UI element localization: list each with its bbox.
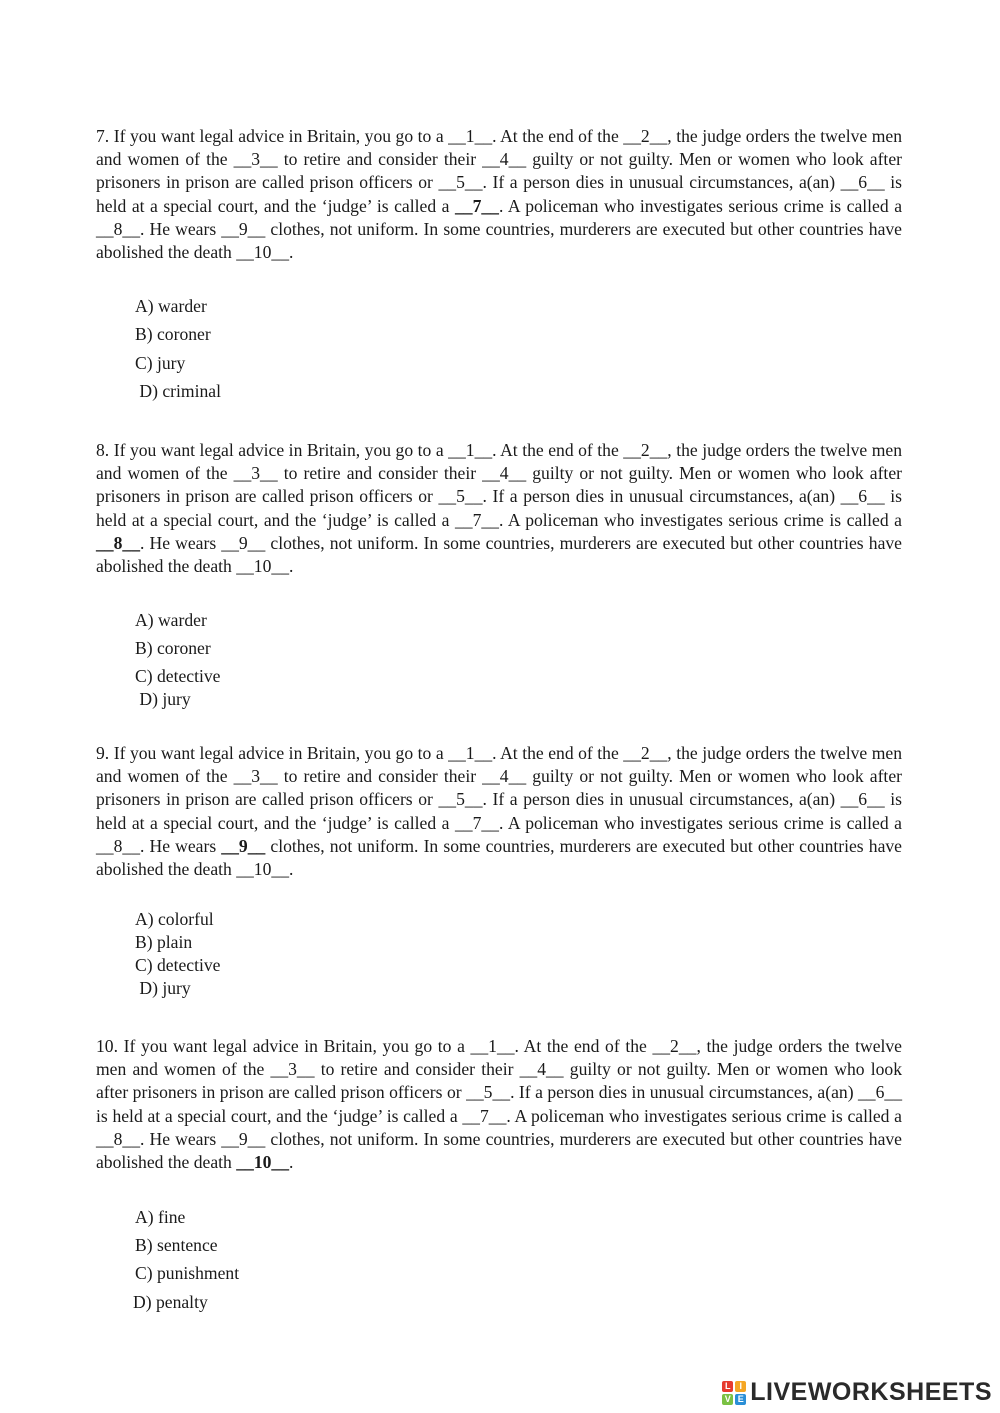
option-c[interactable]: C) detective <box>135 955 221 975</box>
question-number: 10. <box>96 1036 118 1056</box>
question-number: 7. <box>96 126 110 146</box>
option-d[interactable]: D) criminal <box>135 381 221 401</box>
target-blank: __7__ <box>454 195 499 216</box>
logo-mark-icon <box>722 1381 746 1405</box>
option-a[interactable]: A) warder <box>135 296 207 316</box>
logo-text: LIVEWORKSHEETS <box>750 1378 992 1406</box>
question-text: 10. If you want legal advice in Britain, you go to a __1__. At the end of the __2__, the judge orders the twelve men and women of the __3__ to retire and consider their __4__ guilty or not guilty. Men or women who look after prisoners in prison are called prison officers or __5__. If a person dies in unusual circumstances, a(an) __6__ is held at a special court, and the ‘judge’ is called a __7__. A policeman who investigates serious crime is called a __8__. He wears __9__ clothes, not uniform. In some countries, murderers are executed but other countries have abolished the death __10__. <box>96 1036 902 1173</box>
option-b[interactable]: B) coroner <box>135 638 211 658</box>
target-blank: __9__ <box>221 835 266 856</box>
question-10 <box>96 1035 902 1174</box>
option-a[interactable]: A) fine <box>135 1207 186 1227</box>
option-b[interactable]: B) coroner <box>135 324 211 344</box>
question-number: 9. <box>96 743 110 763</box>
logo-letter: E <box>735 1394 746 1405</box>
logo-letter: L <box>722 1381 733 1392</box>
liveworksheets-logo <box>722 1378 992 1407</box>
option-c[interactable]: C) detective <box>135 666 221 686</box>
target-blank: __8__ <box>96 532 140 553</box>
question-text: 8. If you want legal advice in Britain, you go to a __1__. At the end of the __2__, the judge orders the twelve men and women of the __3__ to retire and consider their __4__ guilty or not guilty. Men or women who look after prisoners in prison are called prison officers or __5__. If a person dies in unusual circumstances, a(an) __6__ is held at a special court, and the ‘judge’ is called a __7__. A policeman who investigates serious crime is called a __8__. He wears __9__ clothes, not uniform. In some countries, murderers are executed but other countries have abolished the death __10__. <box>96 440 902 577</box>
question-text: 9. If you want legal advice in Britain, you go to a __1__. At the end of the __2__, the judge orders the twelve men and women of the __3__ to retire and consider their __4__ guilty or not guilty. Men or women who look after prisoners in prison are called prison officers or __5__. If a person dies in unusual circumstances, a(an) __6__ is held at a special court, and the ‘judge’ is called a __7__. A policeman who investigates serious crime is called a __8__. He wears __9__ clothes, not uniform. In some countries, murderers are executed but other countries have abolished the death __10__. <box>96 743 902 880</box>
logo-letter: I <box>735 1381 746 1392</box>
option-d[interactable]: D) penalty <box>133 1292 208 1312</box>
question-8 <box>96 439 902 578</box>
question-7 <box>96 125 902 264</box>
question-9 <box>96 742 902 881</box>
option-c[interactable]: C) punishment <box>135 1263 240 1283</box>
option-a[interactable]: A) warder <box>135 610 207 630</box>
option-d[interactable]: D) jury <box>135 689 191 709</box>
option-d[interactable]: D) jury <box>135 978 191 998</box>
question-number: 8. <box>96 440 110 460</box>
option-b[interactable]: B) plain <box>135 932 193 952</box>
target-blank: __10__ <box>236 1152 289 1173</box>
option-a[interactable]: A) colorful <box>135 909 214 929</box>
question-text: 7. If you want legal advice in Britain, you go to a __1__. At the end of the __2__, the judge orders the twelve men and women of the __3__ to retire and consider their __4__ guilty or not guilty. Men or women who look after prisoners in prison are called prison officers or __5__. If a person dies in unusual circumstances, a(an) __6__ is held at a special court, and the ‘judge’ is called a __7__. A policeman who investigates serious crime is called a __8__. He wears __9__ clothes, not uniform. In some countries, murderers are executed but other countries have abolished the death __10__. <box>96 126 902 263</box>
option-c[interactable]: C) jury <box>135 353 186 373</box>
option-b[interactable]: B) sentence <box>135 1235 218 1255</box>
logo-letter: V <box>722 1394 733 1405</box>
